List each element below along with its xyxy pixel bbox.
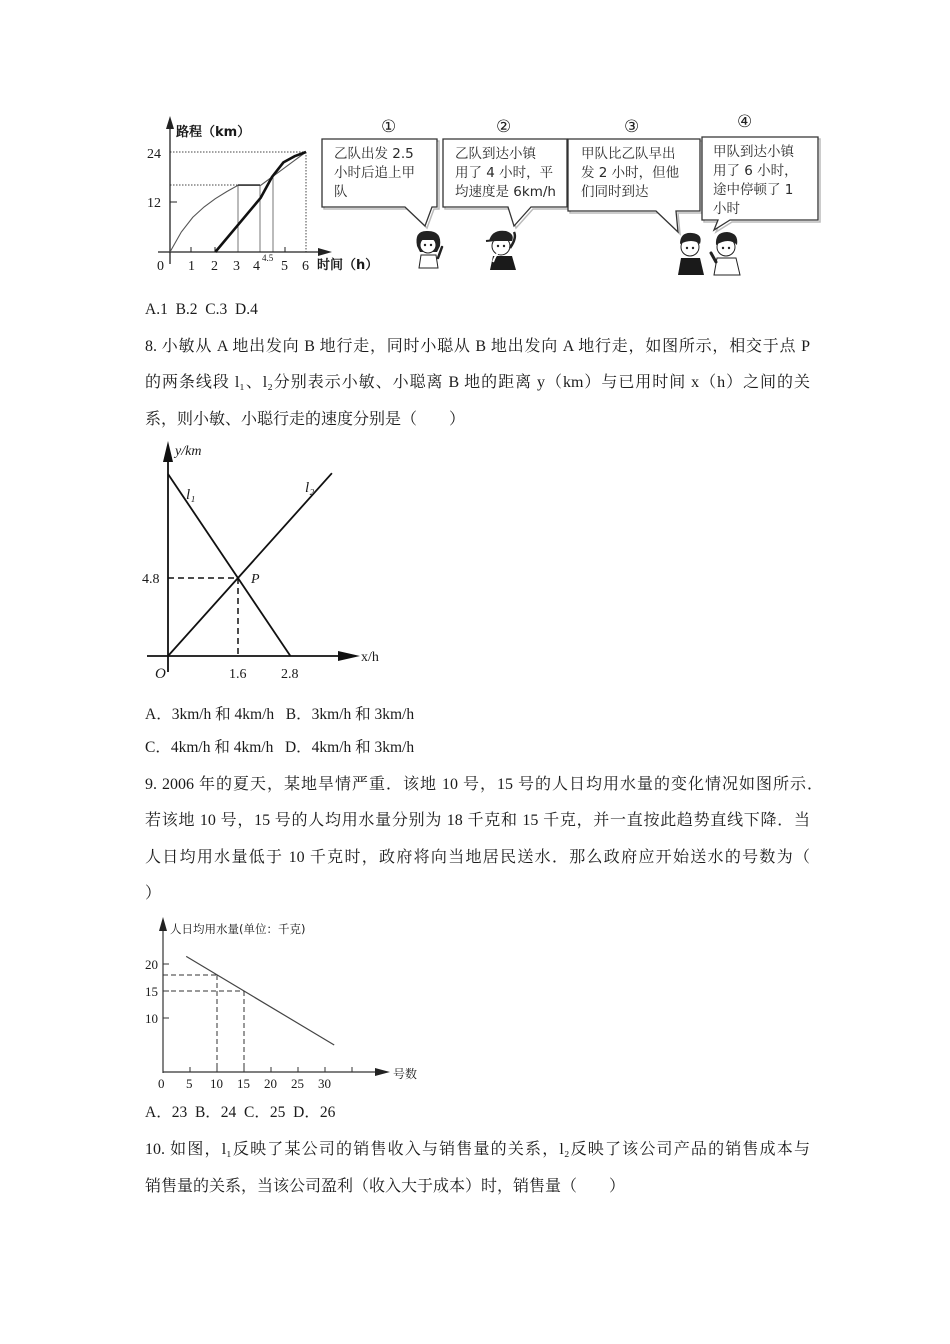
q10-line-1: 10. 如图，l₁反映了某公司的销售收入与销售量的关系，l₂反映了该公司产品的销售成本与 (145, 1141, 810, 1158)
x-tick-15: 15 (237, 1076, 250, 1091)
q9-line-1: 9. 2006 年的夏天，某地旱情严重．该地 10 号，15 号的人日均用水量的变化情况如图所示． (145, 776, 823, 793)
q8-options-ab: A．3km/h 和 4km/h B．3km/h 和 3km/h (145, 706, 415, 723)
boy-figure-4-icon (711, 232, 740, 275)
bubble-1-line-3: 队 (334, 184, 348, 200)
bubble-3-line-2: 发 2 小时，但他 (581, 165, 680, 181)
bubble-4-line-2: 用了 6 小时， (713, 163, 798, 179)
y-axis-arrow-icon (163, 441, 173, 462)
q8-distance-time-graph (135, 435, 395, 685)
q9-water-usage-chart (138, 912, 438, 1097)
q9-line-2: 若该地 10 号，15 号的人均用水量分别为 18 千克和 15 千克，并一直按此趋势直线下降．当 (145, 812, 810, 829)
x-tick-2: 2 (211, 259, 218, 274)
y-axis-arrow-icon (159, 917, 167, 931)
x-tick-5: 5 (186, 1076, 193, 1091)
y-tick-12: 12 (147, 196, 161, 211)
bubble-1-number: ① (381, 117, 397, 137)
q8-line-2: 的两条线段 l₁、l₂分别表示小敏、小聪离 B 地的距离 y（km）与已用时间 x（h）之间的关 (145, 374, 810, 391)
q7-options: A.1 B.2 C.3 D.4 (145, 301, 258, 318)
q8-line-3: 系，则小敏、小聪行走的速度分别是（ ） (145, 411, 466, 428)
l2-label: l₂ (305, 480, 315, 496)
water-usage-trend-line (186, 956, 334, 1045)
x-axis-label: 时间（h） (317, 258, 379, 273)
q8-options-cd: C．4km/h 和 4km/h D．4km/h 和 3km/h (145, 739, 415, 756)
x-tick-5: 5 (281, 259, 288, 274)
bubble-4-line-3: 途中停顿了 1 (713, 182, 794, 198)
x-tick-3: 3 (233, 259, 240, 274)
bubble-4-number: ④ (737, 112, 753, 132)
x-tick-1: 1 (188, 259, 195, 274)
x-tick-10: 10 (210, 1076, 223, 1091)
bubble-3-number: ③ (624, 117, 640, 137)
bubble-2-line-2: 用了 4 小时，平 (455, 165, 554, 181)
x-tick-2-8: 2.8 (281, 667, 299, 682)
bubble-2-number: ② (496, 117, 512, 137)
x-axis-label: 号数 (393, 1067, 418, 1081)
x-tick-20: 20 (264, 1076, 277, 1091)
x-tick-0: 0 (157, 259, 164, 274)
girl-figure-icon (416, 231, 442, 268)
y-tick-10: 10 (145, 1011, 158, 1026)
origin-label: O (155, 666, 166, 682)
bubble-1-line-1: 乙队出发 2.5 (334, 146, 414, 162)
x-tick-6: 6 (302, 259, 309, 274)
x-tick-1-6: 1.6 (229, 667, 247, 682)
bubble-3-line-3: 们同时到达 (581, 184, 649, 200)
y-axis-label: y/km (175, 444, 202, 459)
x-tick-0: 0 (158, 1076, 165, 1091)
bubble-2-line-1: 乙队到达小镇 (455, 146, 536, 162)
l1-label: l₁ (186, 487, 196, 503)
x-tick-4: 4 (253, 259, 260, 274)
q9-options: A．23 B．24 C．25 D．26 (145, 1104, 336, 1121)
point-p-label: P (251, 572, 260, 587)
bubble-4-line-4: 小时 (713, 201, 740, 217)
x-tick-25: 25 (291, 1076, 304, 1091)
y-tick-24: 24 (147, 147, 161, 162)
y-axis-label: 人日均用水量(单位：千克) (170, 922, 306, 936)
boy-with-cap-figure-icon (486, 231, 516, 270)
x-axis-arrow-icon (338, 651, 360, 661)
x-axis-arrow-icon (375, 1068, 390, 1076)
bubble-2-line-3: 均速度是 6km/h (455, 184, 556, 200)
y-tick-15: 15 (145, 984, 158, 999)
bubble-4-line-1: 甲队到达小镇 (713, 144, 794, 160)
boy-figure-3-icon (678, 233, 704, 275)
q9-line-4: ） (145, 885, 162, 902)
q10-line-2: 销售量的关系，当该公司盈利（收入大于成本）时，销售量（ ） (145, 1178, 626, 1195)
y-tick-4-8: 4.8 (142, 572, 160, 587)
x-tick-4-5: 4.5 (262, 253, 274, 263)
q9-line-3: 人日均用水量低于 10 千克时，政府将向当地居民送水．那么政府应开始送水的号数为（ (145, 849, 810, 866)
y-axis-label: 路程（km） (176, 125, 251, 140)
x-tick-30: 30 (318, 1076, 331, 1091)
y-tick-20: 20 (145, 957, 158, 972)
x-axis-label: x/h (361, 650, 379, 665)
bubble-1-line-2: 小时后追上甲 (334, 165, 415, 181)
bubble-3-line-1: 甲队比乙队早出 (581, 146, 676, 162)
q8-line-1: 8. 小敏从 A 地出发向 B 地行走，同时小聪从 B 地出发向 A 地行走，如图所示，相交于点 P (145, 338, 810, 355)
